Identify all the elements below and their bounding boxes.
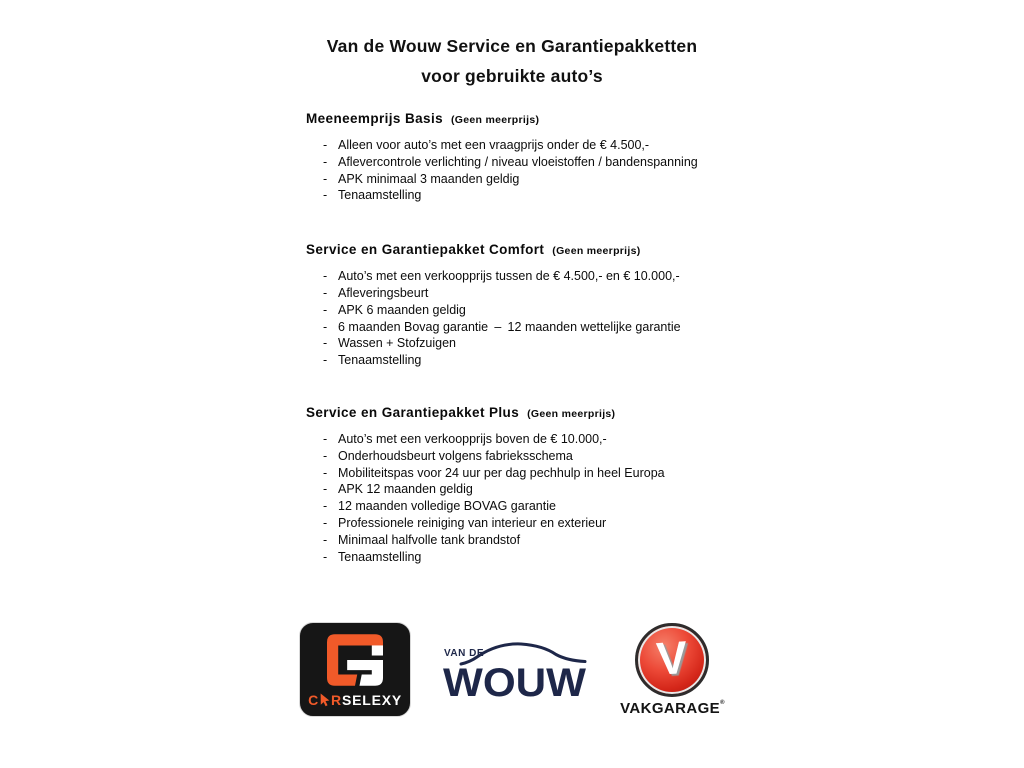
title-line-1: Van de Wouw Service en Garantiepakketten (326, 36, 698, 56)
vakgarage-logo (620, 623, 725, 717)
list-item (306, 154, 766, 171)
section-heading (306, 405, 766, 420)
bullet-dash: - (323, 482, 328, 497)
cursor-arrow-icon (320, 693, 330, 707)
list-item (306, 302, 766, 319)
page-title (0, 0, 1024, 91)
section-title: Meeneemprijs Basis (306, 111, 444, 126)
van-de-wouw-logo (443, 639, 588, 701)
carselexy-logo (299, 622, 411, 717)
wouw-name-text: WOUW (443, 660, 587, 701)
bullet-dash: - (323, 138, 328, 152)
list-item-text: Alleen voor auto’s met een vraagprijs onder de € 4.500,- (338, 138, 650, 152)
list-item-text: Auto’s met een verkoopprijs boven de € 10.000,- (338, 431, 607, 446)
list-item (306, 515, 766, 532)
list-item-text: Mobiliteitspas voor 24 uur per dag pechhulp in heel Europa (338, 465, 665, 480)
carselexy-text-selexy: SELEXY (341, 692, 403, 709)
bullet-dash: - (323, 319, 328, 334)
bullet-dash: - (323, 499, 328, 514)
bullet-dash: - (323, 532, 328, 547)
partner-logos (0, 622, 1024, 717)
bullet-dash: - (323, 285, 328, 300)
list-item-text: Wassen + Stofzuigen (338, 336, 457, 351)
vakgarage-wordmark (620, 700, 725, 717)
bullet-dash: - (323, 188, 328, 203)
carselexy-text-r: R (331, 692, 342, 709)
carselexy-wordmark (308, 693, 402, 707)
list-item-text: 12 maanden volledige BOVAG garantie (338, 499, 556, 514)
list-item (306, 549, 766, 566)
list-item (306, 171, 766, 188)
package-list (306, 137, 766, 204)
list-item-text: Auto’s met een verkoopprijs tussen de € 4.500,- en € 10.000,- (338, 269, 680, 284)
list-item-text: Tenaamstelling (338, 549, 422, 564)
section-pakket-plus (306, 405, 766, 565)
bullet-dash: - (323, 336, 328, 351)
bullet-dash: - (323, 302, 328, 317)
bullet-dash: - (323, 549, 328, 564)
list-item (306, 431, 766, 448)
bullet-dash: - (323, 431, 328, 446)
registered-mark: ® (720, 699, 725, 706)
section-note: (Geen meerprijs) (527, 407, 616, 420)
bullet-dash: - (323, 353, 328, 368)
list-item (306, 285, 766, 302)
title-line-2: voor gebruikte auto’s (421, 66, 603, 86)
list-item (306, 352, 766, 369)
list-item (306, 448, 766, 465)
bullet-dash: - (323, 269, 328, 284)
list-item (306, 319, 766, 336)
list-item-text: Tenaamstelling (338, 353, 422, 368)
list-item (306, 481, 766, 498)
list-item-text: Afleveringsbeurt (338, 285, 429, 300)
vakgarage-name: VAKGARAGE (620, 699, 721, 717)
section-title: Service en Garantiepakket Plus (306, 404, 520, 420)
list-item-text: Aflevercontrole verlichting / niveau vloeistoffen / bandenspanning (338, 154, 698, 169)
section-heading (306, 242, 766, 257)
bullet-dash: - (323, 448, 328, 463)
carselexy-text-c: C (308, 692, 320, 709)
section-heading (306, 111, 766, 126)
list-item-text: APK 6 maanden geldig (338, 302, 466, 317)
bullet-dash: - (323, 515, 328, 530)
bullet-dash: - (323, 171, 328, 186)
list-item-text: Tenaamstelling (338, 188, 422, 203)
list-item-text: Onderhoudsbeurt volgens fabrieksschema (338, 448, 573, 463)
list-item (306, 268, 766, 285)
list-item-text: Minimaal halfvolle tank brandstof (338, 532, 521, 547)
section-pakket-comfort (306, 242, 766, 369)
section-meeneemprijs-basis (306, 111, 766, 204)
cs-monogram-icon (327, 634, 383, 686)
section-title: Service en Garantiepakket Comfort (306, 242, 545, 258)
vakgarage-v-icon: V (655, 630, 690, 685)
bullet-dash: - (323, 154, 328, 169)
list-item-text: APK 12 maanden geldig (338, 482, 473, 497)
vakgarage-sphere-icon (635, 623, 709, 697)
list-item (306, 137, 766, 154)
list-item (306, 335, 766, 352)
section-note: (Geen meerprijs) (552, 245, 641, 258)
list-item (306, 498, 766, 515)
list-item (306, 187, 766, 204)
section-note: (Geen meerprijs) (451, 114, 540, 126)
list-item-text: 6 maanden Bovag garantie – 12 maanden wettelijke garantie (338, 319, 681, 334)
bullet-dash: - (323, 465, 328, 480)
list-item-text: Professionele reiniging van interieur en exterieur (338, 515, 607, 530)
package-list (306, 268, 766, 369)
list-item (306, 532, 766, 549)
package-list (306, 431, 766, 565)
packages-content (306, 111, 766, 565)
list-item (306, 465, 766, 482)
list-item-text: APK minimaal 3 maanden geldig (338, 171, 520, 186)
wouw-prefix-text: VAN DE (444, 647, 485, 659)
